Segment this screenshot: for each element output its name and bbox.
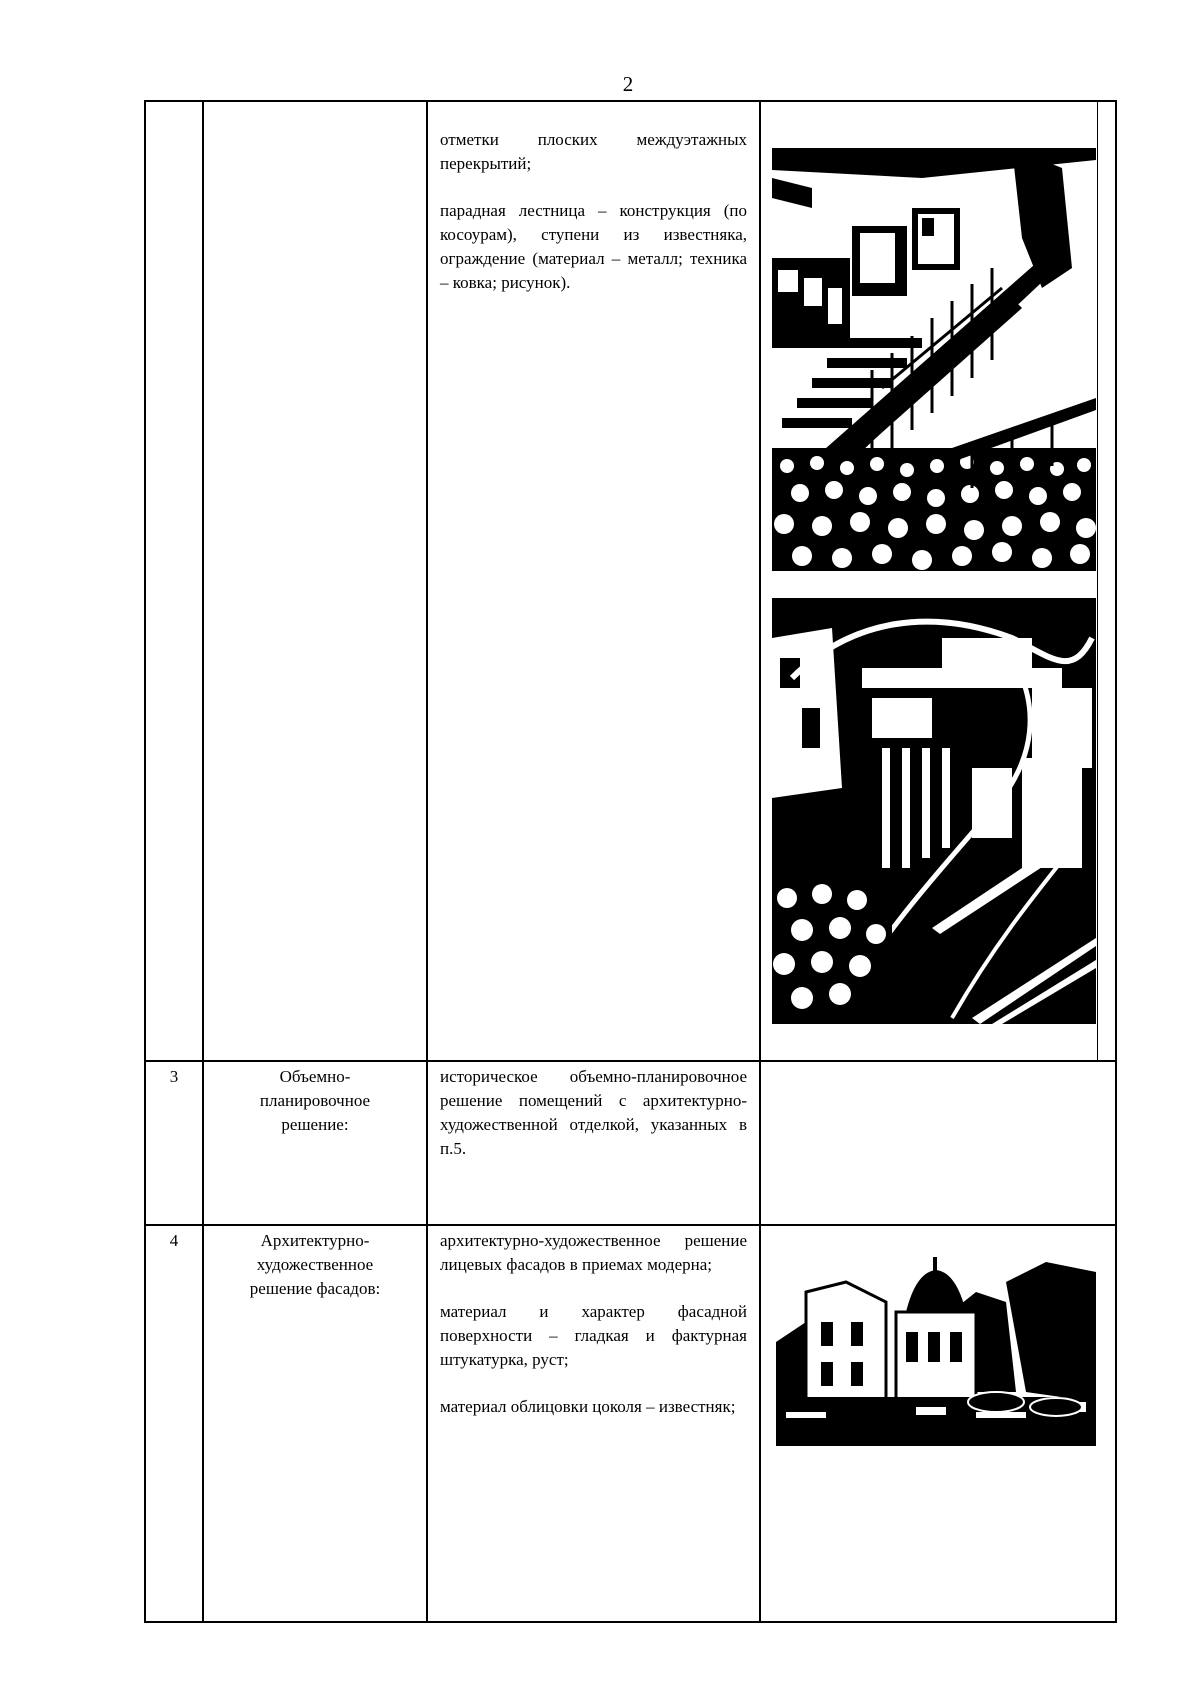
table-border-right — [1115, 100, 1117, 1623]
row-divider-2-3 — [144, 1060, 1117, 1062]
row-3-description — [440, 1065, 747, 1184]
page-number: 2 — [622, 72, 634, 96]
row-4-name: Архитектурно-художественное решение фасадов: — [249, 1231, 381, 1298]
table-border-left — [144, 100, 146, 1623]
description-paragraph: историческое объемно-планировочное решение помещений с архитектурно-художественной отделкой, указанных в п.5. — [440, 1067, 747, 1158]
row-continued-description — [440, 128, 747, 318]
description-paragraph: материал и характер фасадной поверхности – гладкая и фактурная штукатурка, руст; — [440, 1302, 747, 1369]
row-3-number: 3 — [169, 1067, 179, 1086]
description-paragraph: отметки плоских междуэтажных перекрытий; — [440, 130, 747, 173]
description-paragraph: материал облицовки цоколя – известняк; — [440, 1397, 736, 1416]
row-4-description — [440, 1229, 747, 1442]
row-3-name: Объемно-планировочное решение: — [259, 1067, 371, 1134]
description-paragraph: архитектурно-художественное решение лицевых фасадов в приемах модерна; — [440, 1231, 747, 1274]
row-divider-3-4 — [144, 1224, 1117, 1226]
table-border-bottom — [144, 1621, 1117, 1623]
table-divider-col3 — [759, 100, 761, 1623]
table-border-top — [144, 100, 1117, 102]
staircase-overview-photo — [772, 148, 1096, 571]
row-4-number: 4 — [169, 1231, 179, 1250]
description-paragraph: парадная лестница – конструкция (по косоурам), ступени из известняка, ограждение (материал – металл; техника – ковка; рисунок). — [440, 201, 747, 292]
table-divider-col1 — [202, 100, 204, 1623]
table-border-right-inner — [1097, 100, 1098, 1060]
table-divider-col2 — [426, 100, 428, 1623]
staircase-railing-photo — [772, 598, 1096, 1024]
building-facade-photo — [776, 1252, 1096, 1446]
